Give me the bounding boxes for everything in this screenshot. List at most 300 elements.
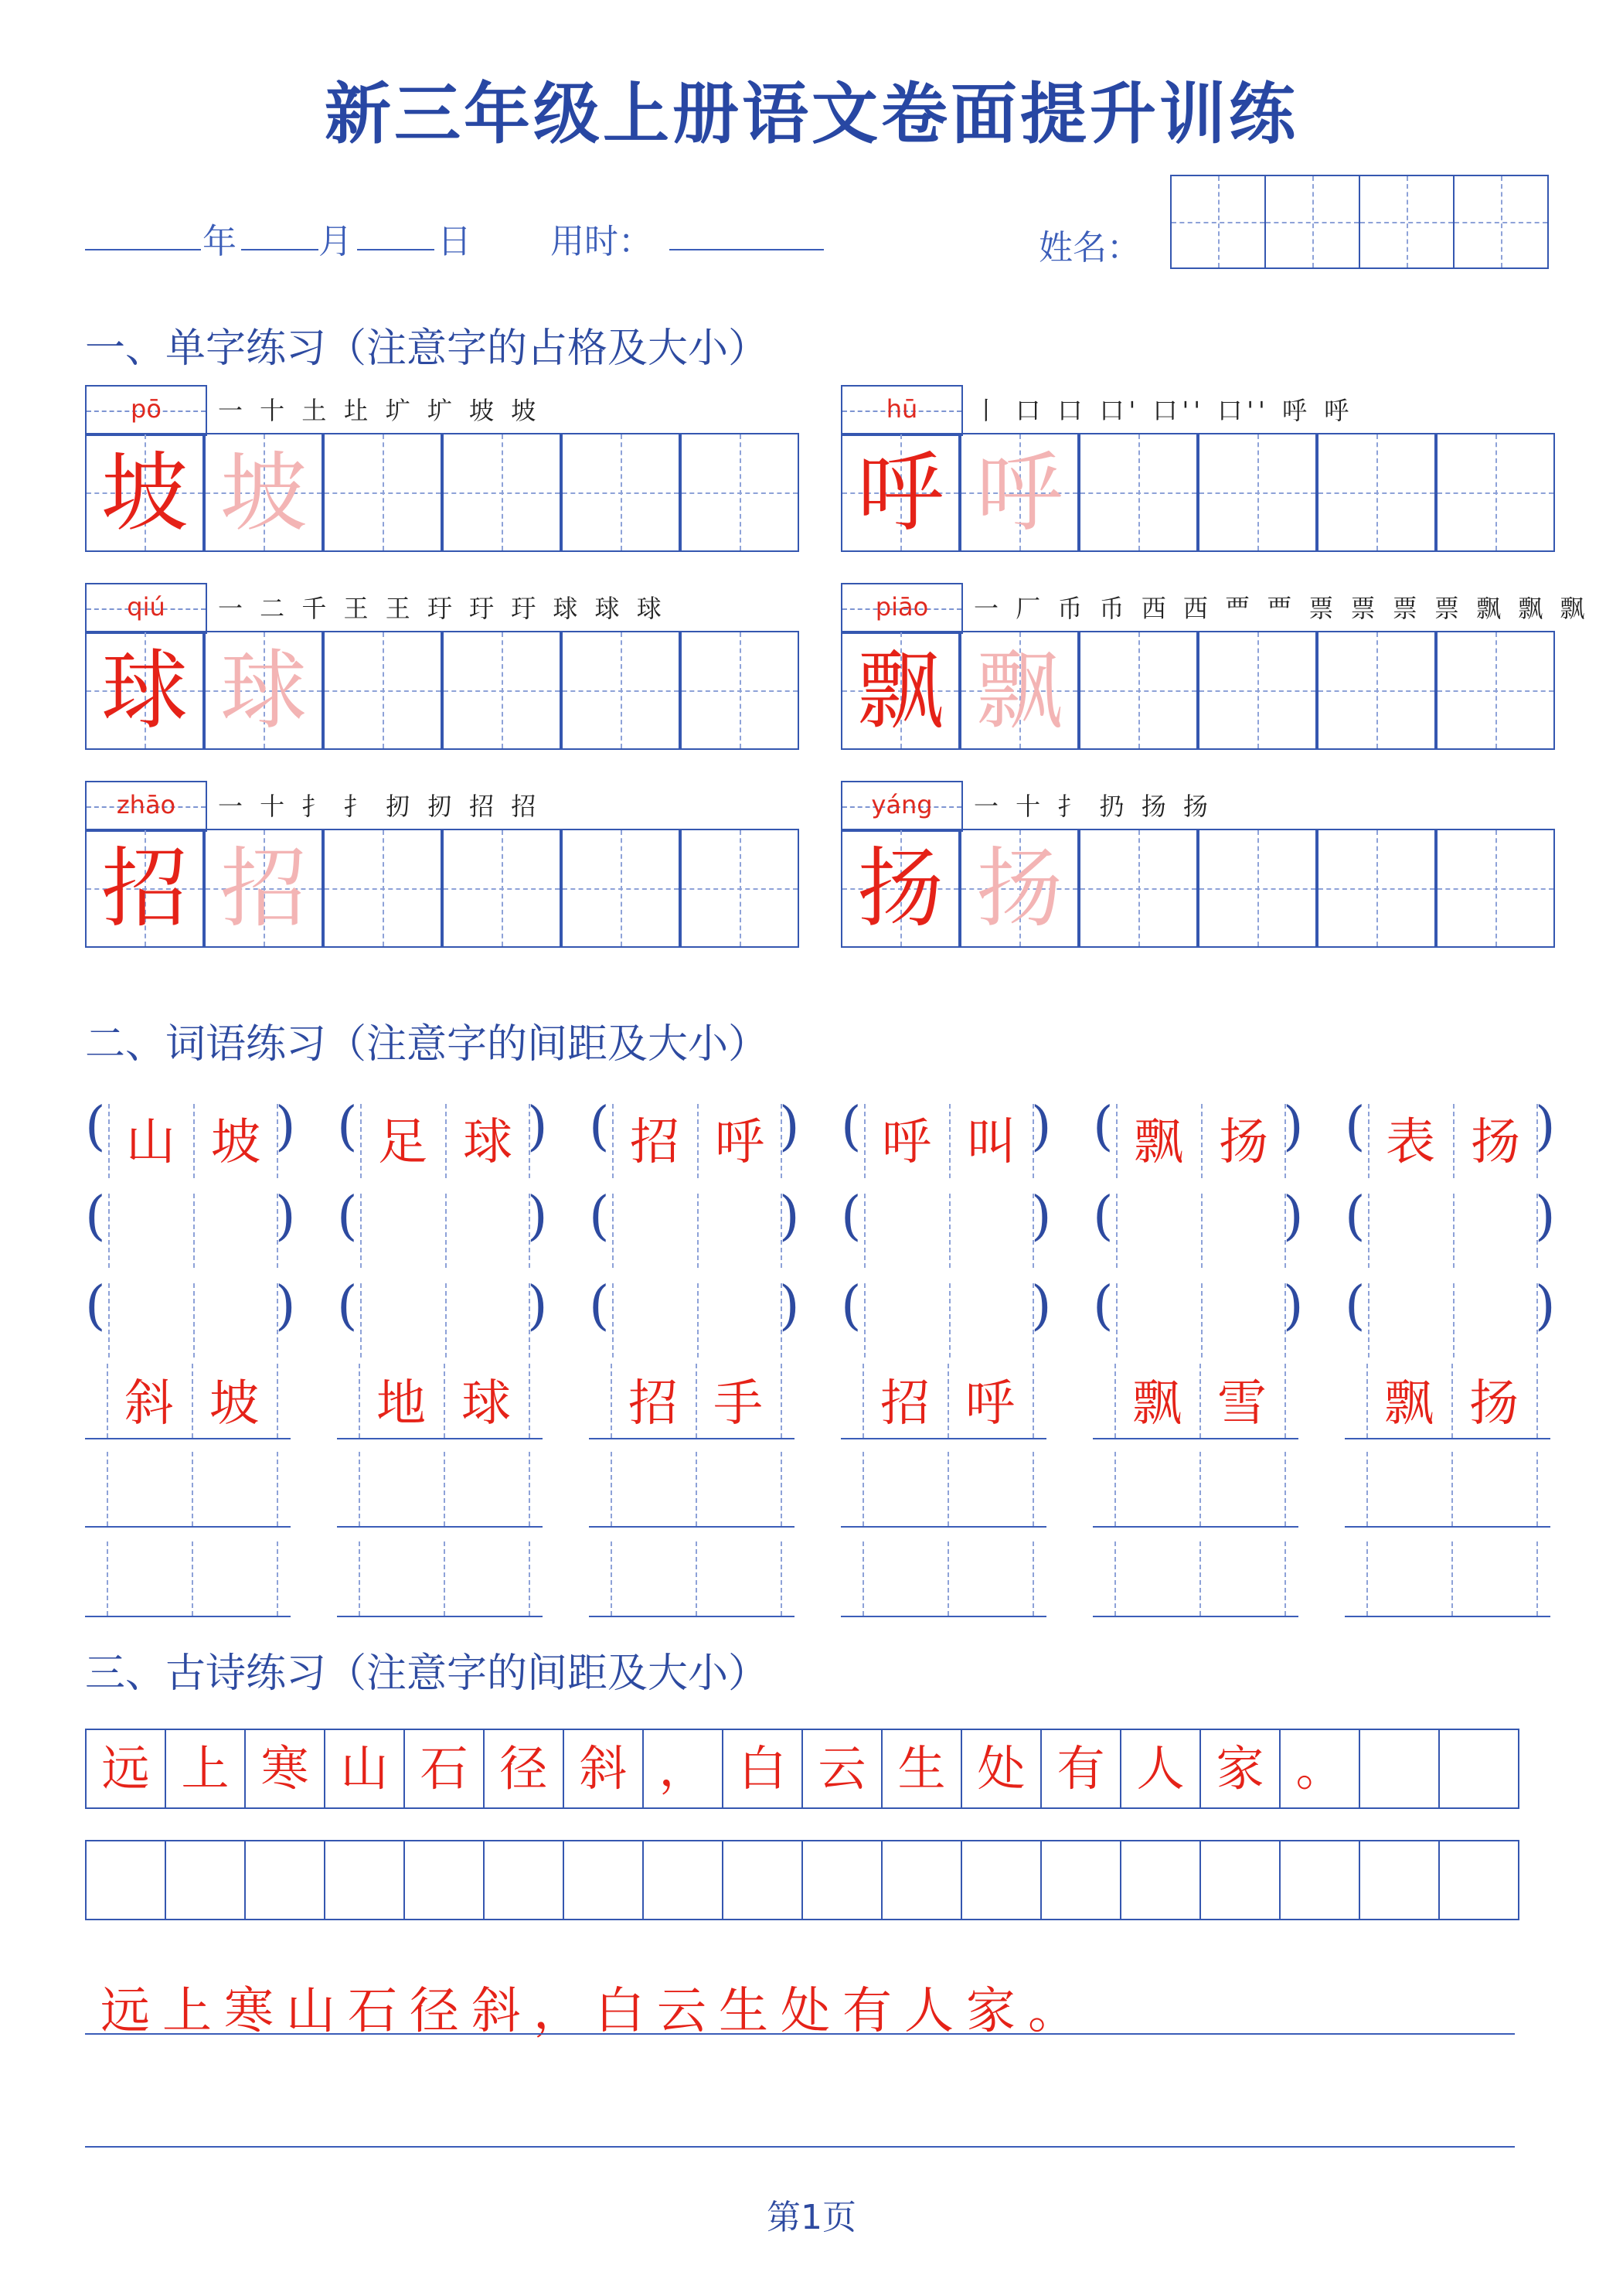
writing-cell[interactable] [680, 433, 799, 552]
cell-guide-h [563, 690, 679, 692]
word-guide [1284, 1452, 1286, 1526]
word-guide [444, 1452, 445, 1526]
word-char: 表 [1386, 1114, 1435, 1171]
word-guide [107, 1452, 108, 1526]
poem-cell[interactable] [324, 1840, 405, 1920]
word-guide [1536, 1452, 1538, 1526]
paren-guide [612, 1283, 614, 1358]
paren-guide [697, 1283, 699, 1358]
pinyin-text: yáng [871, 790, 933, 819]
cell-guide-h [1199, 888, 1315, 890]
word-char: 球 [463, 1114, 512, 1171]
writing-cell[interactable] [1198, 433, 1317, 552]
word-char: 叫 [967, 1114, 1016, 1171]
model-char: 坡 [101, 443, 188, 543]
paren-right: ) [1535, 1096, 1556, 1157]
word-char: 呼 [965, 1375, 1015, 1432]
name-cell[interactable] [1453, 175, 1549, 269]
paren-right: ) [1283, 1096, 1304, 1157]
paren-guide [1453, 1283, 1455, 1358]
paren-left: ( [1093, 1096, 1114, 1157]
model-char: 扬 [857, 839, 944, 939]
paren-guide [1368, 1194, 1370, 1268]
poem-cell: 家 [1199, 1729, 1281, 1809]
trace-char: 飘 [976, 641, 1063, 741]
pinyin-box [85, 583, 207, 634]
word-guide [1114, 1541, 1116, 1616]
word-underline[interactable] [1345, 1526, 1550, 1528]
name-cell[interactable] [1264, 175, 1360, 269]
cell-guide-h [563, 492, 679, 494]
trace-char: 扬 [976, 839, 1063, 939]
word-char: 招 [630, 1114, 679, 1171]
cell-guide-h [325, 492, 441, 494]
paren-right: ) [1535, 1276, 1556, 1337]
paren-left: ( [589, 1186, 610, 1247]
poem-cell: 山 [324, 1729, 405, 1809]
word-guide [1451, 1452, 1453, 1526]
writing-cell[interactable] [1317, 631, 1436, 750]
cell-guide-h [444, 888, 560, 890]
pinyin-text: pō [131, 394, 162, 424]
poem-cell: 生 [881, 1729, 962, 1809]
pinyin-box [841, 583, 963, 634]
cell-guide-h [682, 492, 798, 494]
name-label: 姓名： [1039, 228, 1141, 267]
writing-cell[interactable] [1079, 433, 1198, 552]
word-guide [192, 1452, 193, 1526]
paren-guide [277, 1194, 278, 1268]
poem-cell[interactable] [961, 1840, 1042, 1920]
month-blank[interactable] [241, 249, 318, 250]
word-underline[interactable] [841, 1616, 1046, 1617]
poem-cell[interactable] [403, 1840, 485, 1920]
word-underline[interactable] [85, 1438, 291, 1439]
page-number: 第1页 [767, 2198, 856, 2237]
cell-guide-h [1438, 888, 1553, 890]
paren-right: ) [779, 1096, 800, 1157]
word-guide [1199, 1541, 1201, 1616]
paren-right: ) [1283, 1186, 1304, 1247]
year-blank[interactable] [85, 249, 201, 250]
poem-cell: 白 [722, 1729, 803, 1809]
poem-underline-2[interactable] [85, 2146, 1515, 2148]
model-char: 球 [101, 641, 188, 741]
time-label: 用时： [550, 222, 652, 261]
paren-left: ( [841, 1276, 862, 1337]
word-guide [1284, 1541, 1286, 1616]
paren-right: ) [275, 1276, 296, 1337]
poem-line-freehand: 远上寒山石径斜，白云生处有人家。 [100, 1983, 1090, 2040]
paren-guide [864, 1194, 866, 1268]
word-guide [948, 1541, 949, 1616]
paren-guide [1368, 1283, 1370, 1358]
pinyin-box [841, 781, 963, 832]
word-char: 飘 [1134, 1114, 1183, 1171]
poem-cell: 径 [483, 1729, 564, 1809]
poem-cell: ， [642, 1729, 723, 1809]
poem-cell[interactable] [1438, 1840, 1519, 1920]
paren-guide [360, 1283, 362, 1358]
paren-guide [529, 1283, 530, 1358]
cell-guide-h [1318, 690, 1434, 692]
paren-left: ( [589, 1096, 610, 1157]
word-char: 山 [126, 1114, 175, 1171]
writing-cell[interactable] [561, 631, 680, 750]
word-guide [781, 1364, 782, 1438]
paren-guide [1116, 1194, 1118, 1268]
stroke-order: 一 厂 币 币 西 西 覀 覀 票 票 票 票 飘 飘 飘 [974, 594, 1590, 623]
pinyin-text: zhāo [116, 790, 176, 819]
word-char: 招 [880, 1375, 930, 1432]
poem-cell: 上 [165, 1729, 246, 1809]
word-guide [277, 1452, 278, 1526]
trace-char: 呼 [976, 443, 1063, 543]
poem-cell: 斜 [563, 1729, 644, 1809]
cell-guide-h [1438, 690, 1553, 692]
paren-guide [193, 1194, 195, 1268]
word-underline[interactable] [589, 1438, 794, 1439]
paren-guide [781, 1194, 782, 1268]
word-char: 坡 [211, 1114, 260, 1171]
word-guide [611, 1452, 612, 1526]
word-guide [1451, 1541, 1453, 1616]
word-underline[interactable] [1093, 1526, 1298, 1528]
writing-cell[interactable] [1317, 829, 1436, 948]
section-2-title: 二、词语练习（注意字的间距及大小） [85, 1021, 769, 1068]
cell-guide-h [1199, 690, 1315, 692]
word-underline[interactable] [85, 1616, 291, 1617]
writing-cell [960, 433, 1079, 552]
word-char: 扬 [1219, 1114, 1268, 1171]
writing-cell[interactable] [323, 829, 442, 948]
word-guide [1199, 1452, 1201, 1526]
paren-guide [1453, 1194, 1455, 1268]
paren-guide [949, 1194, 951, 1268]
poem-cell[interactable] [1359, 1729, 1440, 1809]
writing-cell[interactable] [1198, 829, 1317, 948]
word-guide [192, 1541, 193, 1616]
name-cell-guide-h [1266, 222, 1359, 223]
word-underline[interactable] [1345, 1438, 1550, 1439]
word-char: 招 [628, 1375, 678, 1432]
word-guide [948, 1452, 949, 1526]
writing-cell [85, 433, 204, 552]
writing-cell[interactable] [680, 631, 799, 750]
cell-guide-h [1318, 888, 1434, 890]
writing-cell [204, 829, 323, 948]
poem-cell[interactable] [1438, 1729, 1519, 1809]
word-underline[interactable] [841, 1526, 1046, 1528]
poem-cell[interactable] [1040, 1840, 1121, 1920]
paren-left: ( [589, 1276, 610, 1337]
paren-guide [949, 1283, 951, 1358]
pinyin-text: hū [886, 394, 918, 424]
paren-guide [1284, 1194, 1286, 1268]
paren-right: ) [275, 1186, 296, 1247]
paren-guide [445, 1194, 447, 1268]
word-underline[interactable] [589, 1616, 794, 1617]
paren-left: ( [1345, 1186, 1366, 1247]
cell-guide-h [1318, 492, 1434, 494]
cell-guide-h [444, 690, 560, 692]
word-guide [863, 1452, 864, 1526]
pinyin-text: piāo [875, 592, 929, 622]
poem-cell[interactable] [1199, 1840, 1281, 1920]
word-char: 雪 [1217, 1375, 1267, 1432]
paren-left: ( [1093, 1276, 1114, 1337]
paren-guide [1201, 1194, 1203, 1268]
cell-guide-h [682, 888, 798, 890]
cell-guide-h [1199, 492, 1315, 494]
stroke-order: 一 二 千 王 王 玗 玗 玗 球 球 球 [218, 594, 666, 623]
section-1-title: 一、单字练习（注意字的占格及大小） [85, 325, 769, 372]
word-guide [1033, 1541, 1034, 1616]
paren-right: ) [1283, 1276, 1304, 1337]
word-underline[interactable] [1345, 1616, 1550, 1617]
writing-cell [841, 433, 960, 552]
word-underline[interactable] [1093, 1616, 1298, 1617]
poem-cell: 寒 [244, 1729, 325, 1809]
word-guide [359, 1452, 360, 1526]
word-underline[interactable] [85, 1526, 291, 1528]
day-blank[interactable] [357, 249, 434, 250]
pinyin-text: qiú [127, 592, 165, 622]
poem-cell[interactable] [881, 1840, 962, 1920]
year-label: 年 [202, 222, 236, 261]
name-cell-guide-h [1455, 222, 1547, 223]
paren-left: ( [85, 1186, 106, 1247]
word-char: 呼 [882, 1114, 931, 1171]
name-cell[interactable] [1170, 175, 1266, 269]
stroke-order: 一 十 土 圵 圹 圹 坡 坡 [218, 396, 541, 425]
poem-cell[interactable] [1120, 1840, 1201, 1920]
word-guide [277, 1541, 278, 1616]
poem-cell[interactable] [642, 1840, 723, 1920]
word-guide [1033, 1452, 1034, 1526]
word-guide [1366, 1541, 1368, 1616]
writing-cell [841, 631, 960, 750]
poem-cell: 处 [961, 1729, 1042, 1809]
word-char: 坡 [209, 1375, 259, 1432]
word-underline[interactable] [337, 1616, 543, 1617]
word-guide [781, 1541, 782, 1616]
cell-guide-h [325, 690, 441, 692]
paren-left: ( [337, 1276, 358, 1337]
stroke-order: 丨 口 口 口' 口'' 口'' 呼 呼 [974, 396, 1354, 425]
word-guide [529, 1364, 530, 1438]
paren-left: ( [337, 1186, 358, 1247]
pinyin-box [841, 385, 963, 436]
word-guide [781, 1452, 782, 1526]
word-guide [611, 1541, 612, 1616]
paren-guide [360, 1194, 362, 1268]
paren-left: ( [1345, 1096, 1366, 1157]
cell-guide-h [325, 888, 441, 890]
writing-cell[interactable] [323, 631, 442, 750]
paren-right: ) [527, 1096, 548, 1157]
paren-guide [781, 1283, 782, 1358]
cell-guide-h [563, 888, 679, 890]
word-char: 飘 [1384, 1375, 1434, 1432]
poem-cell: 远 [85, 1729, 166, 1809]
writing-cell[interactable] [442, 433, 561, 552]
word-guide [277, 1364, 278, 1438]
word-char: 手 [713, 1375, 763, 1432]
writing-cell[interactable] [1079, 631, 1198, 750]
time-blank[interactable] [669, 249, 824, 250]
word-guide [1536, 1364, 1538, 1438]
writing-cell[interactable] [1436, 631, 1555, 750]
paren-right: ) [1031, 1186, 1052, 1247]
paren-left: ( [85, 1276, 106, 1337]
poem-cell[interactable] [563, 1840, 644, 1920]
writing-cell[interactable] [1079, 829, 1198, 948]
poem-cell: 人 [1120, 1729, 1201, 1809]
writing-cell[interactable] [442, 829, 561, 948]
poem-cell[interactable] [801, 1840, 883, 1920]
paren-left: ( [337, 1096, 358, 1157]
poem-cell: 石 [403, 1729, 485, 1809]
word-char: 飘 [1132, 1375, 1182, 1432]
writing-cell[interactable] [1317, 433, 1436, 552]
paren-right: ) [527, 1186, 548, 1247]
paren-guide [1116, 1283, 1118, 1358]
cell-guide-h [444, 492, 560, 494]
word-guide [107, 1541, 108, 1616]
word-guide [1033, 1364, 1034, 1438]
word-guide [1366, 1452, 1368, 1526]
poem-cell: 有 [1040, 1729, 1121, 1809]
paren-guide [277, 1283, 278, 1358]
writing-cell [85, 631, 204, 750]
cell-guide-h [1438, 492, 1553, 494]
word-guide [696, 1452, 697, 1526]
paren-right: ) [1031, 1276, 1052, 1337]
writing-cell [85, 829, 204, 948]
writing-cell[interactable] [680, 829, 799, 948]
writing-cell [960, 829, 1079, 948]
poem-cell: 。 [1279, 1729, 1360, 1809]
word-guide [696, 1541, 697, 1616]
stroke-order: 一 十 扌 扔 扬 扬 [974, 792, 1213, 821]
word-guide [529, 1452, 530, 1526]
cell-guide-h [682, 690, 798, 692]
word-guide [1114, 1452, 1116, 1526]
poem-cell[interactable] [244, 1840, 325, 1920]
word-underline[interactable] [589, 1526, 794, 1528]
writing-cell[interactable] [1436, 433, 1555, 552]
paren-guide [193, 1283, 195, 1358]
cell-guide-h [1080, 492, 1196, 494]
trace-char: 招 [220, 839, 307, 939]
writing-cell[interactable] [561, 829, 680, 948]
poem-cell[interactable] [1279, 1840, 1360, 1920]
poem-cell[interactable] [165, 1840, 246, 1920]
page-title: 新三年级上册语文卷面提升训练 [325, 75, 1298, 153]
trace-char: 球 [220, 641, 307, 741]
paren-right: ) [527, 1276, 548, 1337]
paren-guide [1033, 1283, 1034, 1358]
word-underline[interactable] [841, 1438, 1046, 1439]
writing-cell[interactable] [561, 433, 680, 552]
word-guide [1536, 1541, 1538, 1616]
word-char: 呼 [715, 1114, 764, 1171]
writing-cell [841, 829, 960, 948]
paren-guide [1201, 1283, 1203, 1358]
paren-guide [529, 1194, 530, 1268]
paren-left: ( [841, 1096, 862, 1157]
pinyin-box [85, 385, 207, 436]
word-guide [529, 1541, 530, 1616]
name-cell-guide-h [1360, 222, 1453, 223]
writing-cell [960, 631, 1079, 750]
poem-cell[interactable] [1359, 1840, 1440, 1920]
paren-left: ( [1093, 1186, 1114, 1247]
paren-guide [445, 1283, 447, 1358]
word-char: 球 [461, 1375, 511, 1432]
name-cell-guide-h [1172, 222, 1264, 223]
paren-guide [697, 1194, 699, 1268]
paren-left: ( [841, 1186, 862, 1247]
paren-left: ( [1345, 1276, 1366, 1337]
paren-guide [864, 1283, 866, 1358]
paren-right: ) [779, 1276, 800, 1337]
writing-cell[interactable] [1198, 631, 1317, 750]
paren-right: ) [779, 1186, 800, 1247]
poem-underline-1[interactable] [85, 2033, 1515, 2035]
trace-char: 坡 [220, 443, 307, 543]
paren-guide [612, 1194, 614, 1268]
word-guide [444, 1541, 445, 1616]
paren-right: ) [1535, 1186, 1556, 1247]
month-label: 月 [318, 222, 352, 261]
model-char: 呼 [857, 443, 944, 543]
poem-cell[interactable] [85, 1840, 166, 1920]
word-underline[interactable] [337, 1438, 543, 1439]
word-char: 地 [376, 1375, 426, 1432]
paren-right: ) [1031, 1096, 1052, 1157]
word-char: 扬 [1471, 1114, 1520, 1171]
writing-cell[interactable] [442, 631, 561, 750]
poem-cell: 云 [801, 1729, 883, 1809]
name-cell[interactable] [1359, 175, 1455, 269]
writing-cell [204, 433, 323, 552]
paren-guide [108, 1283, 110, 1358]
word-guide [1284, 1364, 1286, 1438]
paren-guide [1033, 1194, 1034, 1268]
cell-guide-h [1080, 690, 1196, 692]
writing-cell[interactable] [323, 433, 442, 552]
paren-guide [1284, 1283, 1286, 1358]
poem-cell[interactable] [722, 1840, 803, 1920]
writing-cell [204, 631, 323, 750]
word-underline[interactable] [1093, 1438, 1298, 1439]
pinyin-box [85, 781, 207, 832]
section-3-title: 三、古诗练习（注意字的间距及大小） [85, 1650, 769, 1697]
word-underline[interactable] [337, 1526, 543, 1528]
word-guide [863, 1541, 864, 1616]
day-label: 日 [437, 222, 471, 261]
model-char: 飘 [857, 641, 944, 741]
word-char: 扬 [1469, 1375, 1519, 1432]
writing-cell[interactable] [1436, 829, 1555, 948]
word-char: 斜 [124, 1375, 174, 1432]
poem-cell[interactable] [483, 1840, 564, 1920]
paren-guide [1536, 1283, 1538, 1358]
paren-right: ) [275, 1096, 296, 1157]
paren-left: ( [85, 1096, 106, 1157]
